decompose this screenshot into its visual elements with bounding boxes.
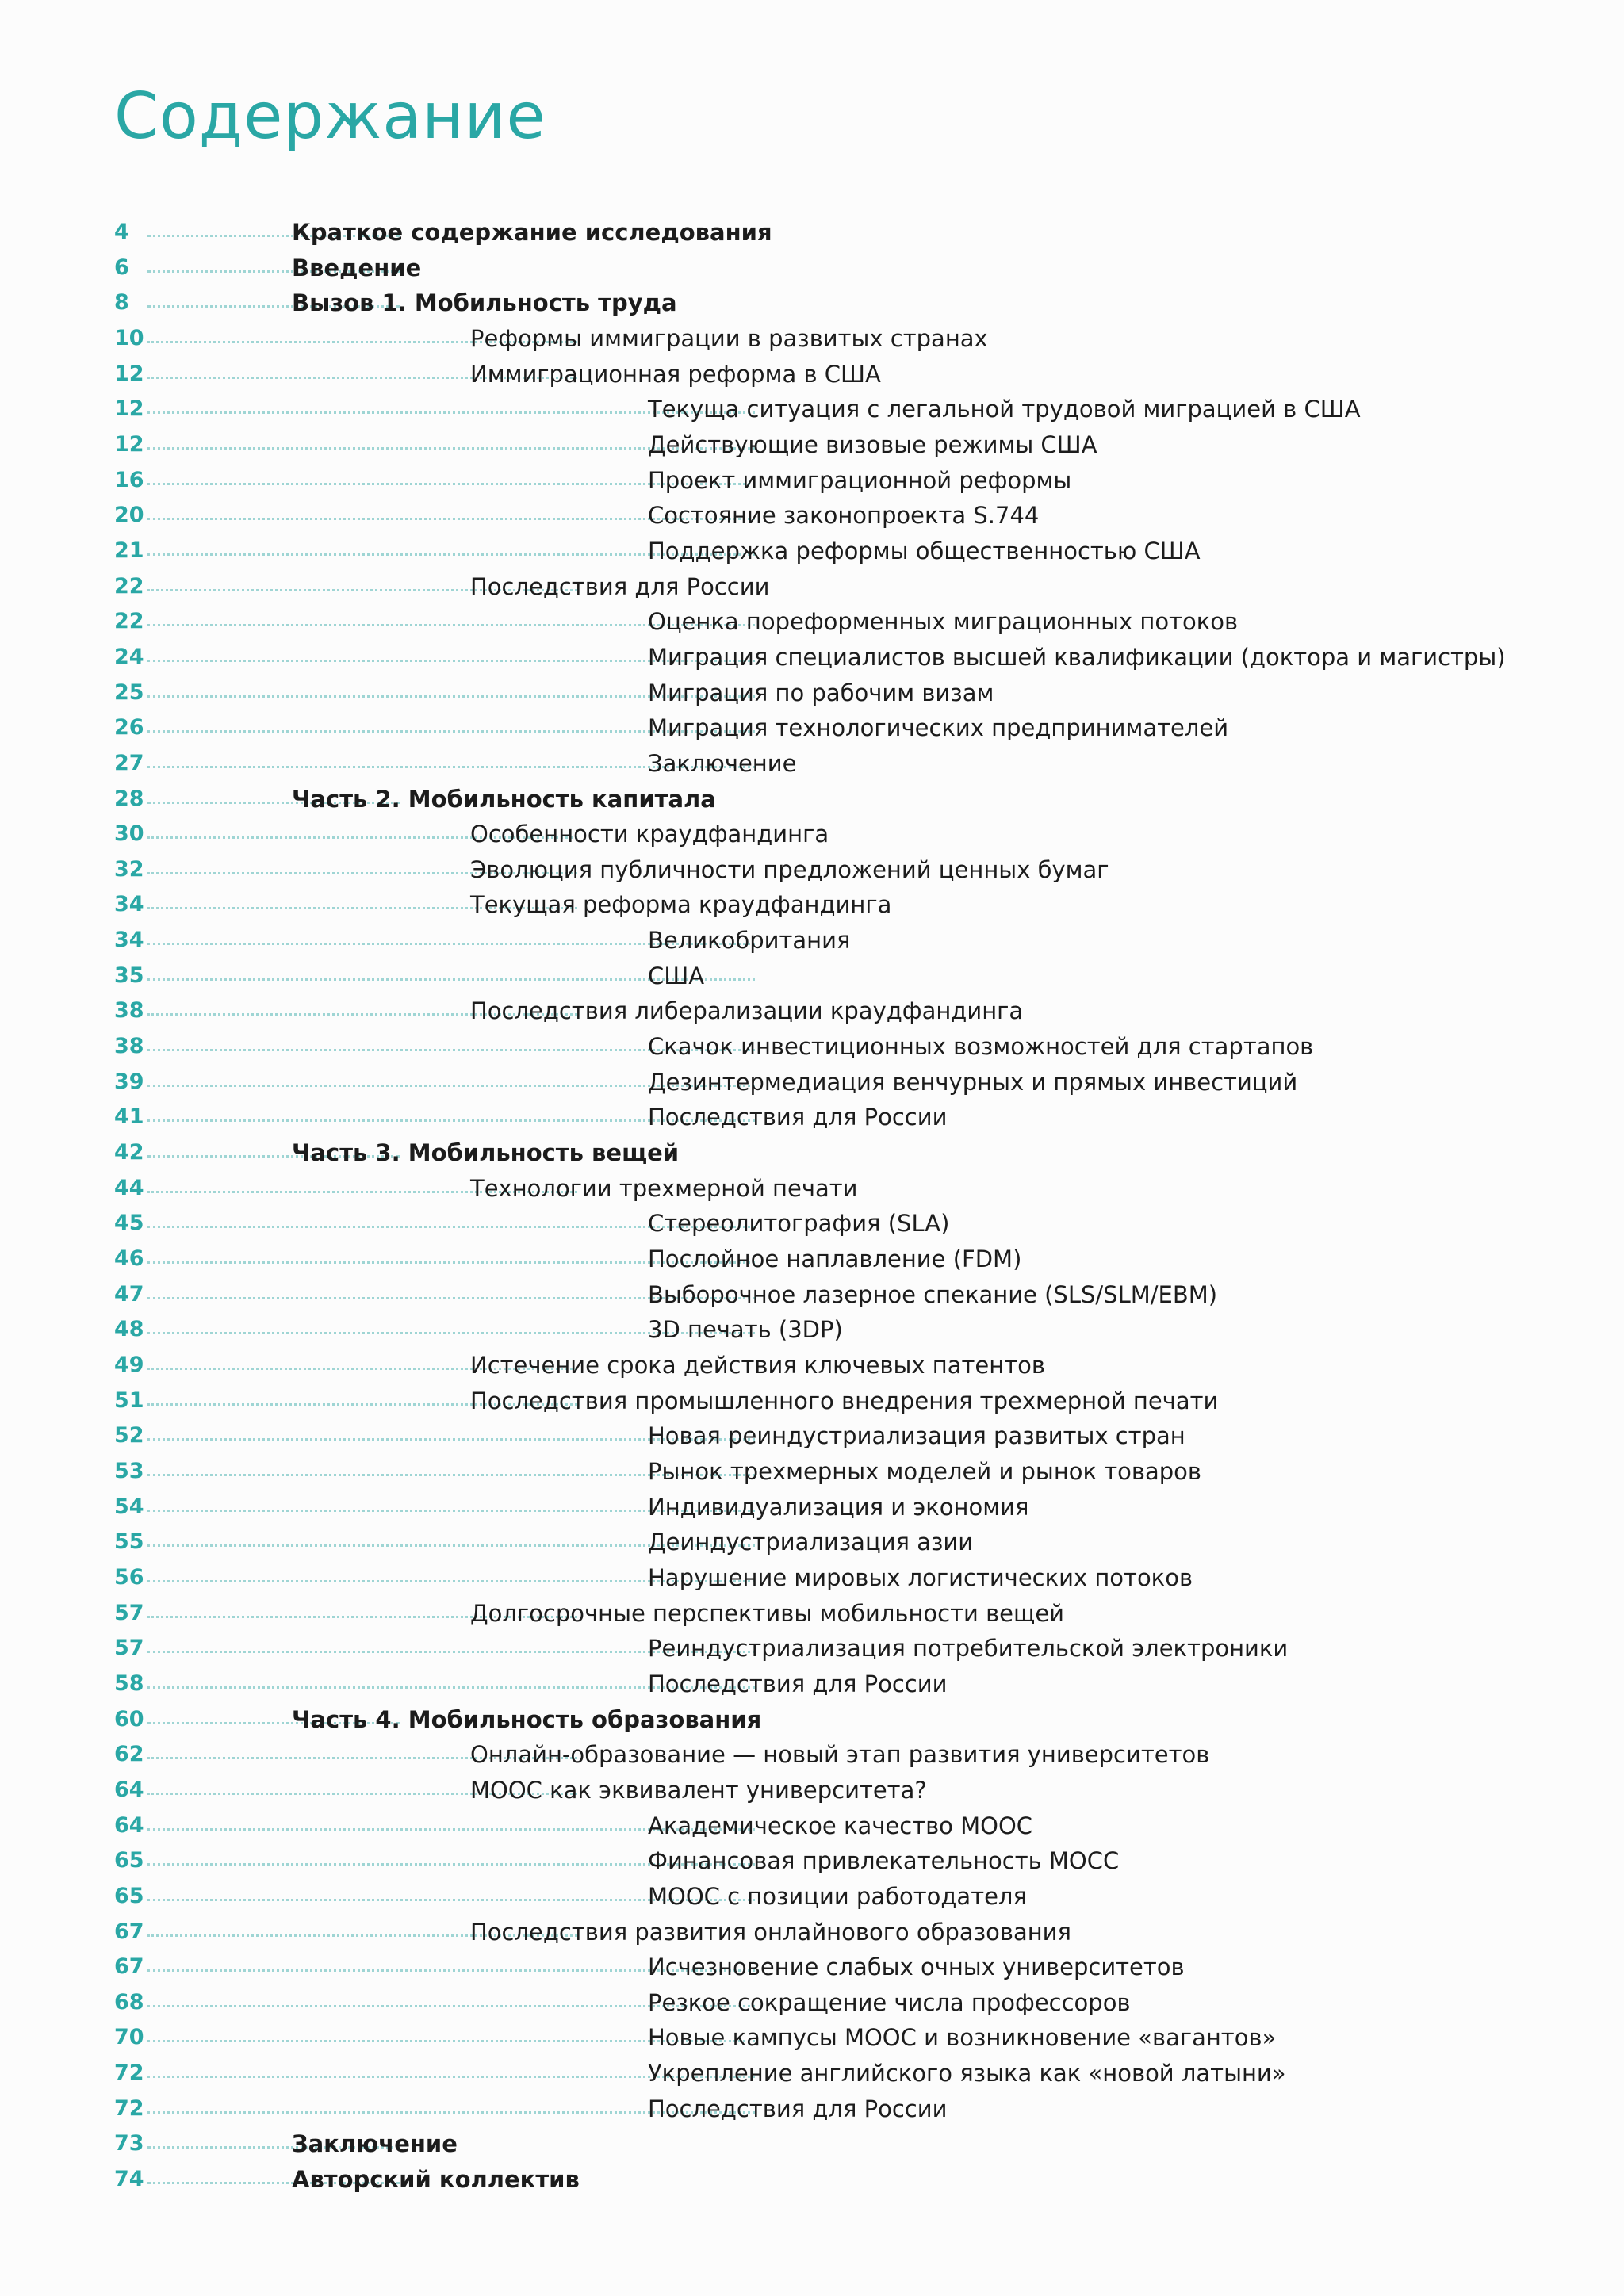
toc-entry[interactable]	[114, 1454, 1597, 1490]
toc-page-number: 67	[114, 1919, 144, 1944]
toc-page-number: 55	[114, 1529, 144, 1555]
toc-entry-title: Авторский коллектив	[292, 2166, 580, 2194]
toc-entry-title: Поддержка реформы общественностью США	[648, 537, 1201, 564]
toc-page-number: 49	[114, 1353, 144, 1377]
toc-entry-title: Великобритания	[648, 927, 851, 955]
toc-page-number: 52	[114, 1423, 144, 1448]
toc-entry-title: Финансовая привлекательность МОСС	[648, 1847, 1120, 1875]
toc-entry[interactable]	[114, 321, 1597, 357]
toc-entry-title: Иммиграционная реформа в США	[470, 360, 881, 388]
toc-entry-title: Скачок инвестиционных возможностей для стартапов	[648, 1033, 1314, 1061]
toc-entry[interactable]	[114, 887, 1597, 923]
toc-entry-title: Реиндустриализация потребительской электроники	[648, 1635, 1289, 1663]
toc-entry[interactable]	[114, 1135, 1597, 1171]
toc-entry[interactable]	[114, 782, 1597, 817]
toc-entry-title: Укрепление английского языка как «новой латыни»	[648, 2060, 1286, 2087]
toc-page-number: 53	[114, 1458, 144, 1483]
toc-page-number: 45	[114, 1211, 144, 1236]
toc-entry[interactable]	[114, 710, 1597, 746]
toc-entry[interactable]	[114, 1773, 1597, 1808]
toc-entry-title: Проект иммиграционной реформы	[648, 466, 1072, 494]
toc-page-number: 27	[114, 750, 144, 775]
toc-entry-title: Состояние законопроекта S.744	[648, 502, 1040, 530]
toc-page-number: 12	[114, 361, 144, 386]
toc-entry[interactable]	[114, 640, 1597, 675]
toc-entry-title: Индивидуализация и экономия	[648, 1493, 1029, 1521]
toc-page-number: 44	[114, 1175, 144, 1200]
toc-page-number: 72	[114, 2095, 144, 2121]
page-title: Содержание	[114, 79, 546, 153]
toc-page-number: 12	[114, 396, 144, 422]
toc-entry-title: Последствия для России	[648, 1670, 948, 1697]
toc-page-number: 72	[114, 2061, 144, 2086]
toc-entry[interactable]	[114, 2091, 1597, 2127]
toc-entry-title: Заключение	[648, 749, 797, 777]
toc-page-number: 74	[114, 2167, 144, 2192]
toc-entry[interactable]	[114, 1065, 1597, 1100]
toc-entry-title: Рынок трехмерных моделей и рынок товаров	[648, 1457, 1201, 1485]
toc-entry-title: Особенности краудфандинга	[470, 821, 829, 848]
toc-page-number: 21	[114, 538, 144, 563]
toc-entry[interactable]	[114, 1879, 1597, 1915]
toc-entry[interactable]	[114, 1171, 1597, 1207]
toc-entry[interactable]	[114, 746, 1597, 782]
toc-entry-title: Текущая реформа краудфандинга	[470, 891, 892, 919]
toc-page-number: 34	[114, 928, 144, 953]
toc-entry[interactable]	[114, 1737, 1597, 1773]
toc-page-number: 47	[114, 1281, 144, 1307]
toc-entry-title: Текуща ситуация с легальной трудовой миграцией в США	[648, 396, 1361, 423]
toc-page-number: 30	[114, 821, 144, 847]
toc-entry[interactable]	[114, 392, 1597, 427]
toc-entry-title: Часть 4. Мобильность образования	[292, 1705, 762, 1733]
toc-entry[interactable]	[114, 1312, 1597, 1348]
toc-page-number: 64	[114, 1777, 144, 1802]
toc-page-number: 64	[114, 1812, 144, 1838]
toc-page-number: 58	[114, 1670, 144, 1696]
toc-page-number: 67	[114, 1954, 144, 1980]
toc-entry-title: Часть 2. Мобильность капитала	[292, 785, 716, 813]
toc-entry[interactable]	[114, 1490, 1597, 1525]
toc-entry[interactable]	[114, 1242, 1597, 1277]
toc-entry-title: МООС как эквивалент университета?	[470, 1776, 927, 1804]
toc-entry-title: Часть 3. Мобильность вещей	[292, 1139, 680, 1167]
toc-page-number: 57	[114, 1600, 144, 1625]
toc-entry-title: Эволюция публичности предложений ценных бумаг	[470, 855, 1109, 883]
table-of-contents	[114, 215, 1597, 2198]
toc-entry-title: Последствия для России	[648, 1104, 948, 1131]
toc-page-number: 16	[114, 467, 144, 492]
toc-entry[interactable]	[114, 852, 1597, 888]
toc-page-number: 39	[114, 1069, 144, 1094]
toc-entry-title: Последствия для России	[470, 572, 770, 600]
toc-page-number: 20	[114, 503, 144, 528]
toc-entry-title: Краткое содержание исследования	[292, 219, 772, 246]
toc-entry[interactable]	[114, 1843, 1597, 1879]
toc-entry[interactable]	[114, 959, 1597, 994]
toc-entry-title: Последствия развития онлайнового образования	[470, 1918, 1071, 1946]
toc-entry[interactable]	[114, 817, 1597, 852]
toc-entry[interactable]	[114, 1383, 1597, 1419]
toc-page-number: 65	[114, 1848, 144, 1873]
toc-page-number: 51	[114, 1387, 144, 1413]
toc-page-number: 22	[114, 573, 144, 599]
toc-entry[interactable]	[114, 1418, 1597, 1454]
toc-entry[interactable]	[114, 463, 1597, 499]
toc-entry[interactable]	[114, 1950, 1597, 1985]
toc-entry[interactable]	[114, 1702, 1597, 1738]
toc-page-number: 6	[114, 254, 129, 280]
toc-entry-title: Миграция специалистов высшей квалификации (доктора и магистры)	[648, 643, 1506, 671]
toc-entry[interactable]	[114, 1029, 1597, 1065]
toc-entry[interactable]	[114, 604, 1597, 640]
toc-page-number: 56	[114, 1564, 144, 1590]
toc-entry[interactable]	[114, 923, 1597, 959]
toc-entry-title: Нарушение мировых логистических потоков	[648, 1563, 1193, 1591]
toc-entry-title: Истечение срока действия ключевых патентов	[470, 1352, 1045, 1379]
toc-page-number: 32	[114, 856, 144, 882]
toc-entry[interactable]	[114, 1277, 1597, 1313]
toc-page-number: 57	[114, 1636, 144, 1661]
toc-entry[interactable]	[114, 534, 1597, 569]
toc-entry-title: Онлайн-образование — новый этап развития университетов	[470, 1741, 1210, 1769]
toc-entry[interactable]	[114, 569, 1597, 605]
toc-entry[interactable]	[114, 993, 1597, 1029]
toc-entry-title: Выборочное лазерное спекание (SLS/SLM/EBM)	[648, 1280, 1218, 1308]
toc-entry-title: Новые кампусы МООС и возникновение «вагантов»	[648, 2024, 1277, 2052]
toc-entry[interactable]	[114, 1560, 1597, 1596]
toc-page-number: 54	[114, 1494, 144, 1519]
toc-page-number: 24	[114, 644, 144, 669]
toc-entry[interactable]	[114, 2020, 1597, 2056]
toc-page-number: 4	[114, 220, 129, 244]
toc-entry[interactable]	[114, 1100, 1597, 1135]
toc-entry-title: Введение	[292, 254, 422, 281]
toc-entry-title: Технологии трехмерной печати	[470, 1174, 858, 1202]
toc-page-number: 26	[114, 715, 144, 740]
toc-entry[interactable]	[114, 357, 1597, 392]
toc-entry[interactable]	[114, 1206, 1597, 1242]
toc-page-number: 41	[114, 1104, 144, 1130]
toc-entry-title: Миграция по рабочим визам	[648, 679, 994, 706]
toc-entry-title: Стереолитография (SLA)	[648, 1210, 950, 1238]
toc-page-number: 42	[114, 1140, 144, 1165]
toc-entry[interactable]	[114, 427, 1597, 463]
toc-page-number: 10	[114, 325, 144, 350]
toc-entry-title: США	[648, 962, 705, 989]
toc-entry[interactable]	[114, 675, 1597, 711]
toc-page-number: 48	[114, 1317, 144, 1342]
toc-page-number: 73	[114, 2131, 144, 2156]
toc-page-number: 35	[114, 962, 144, 988]
toc-page-number: 46	[114, 1246, 144, 1272]
toc-entry[interactable]	[114, 2056, 1597, 2091]
toc-entry-title: Деиндустриализация азии	[648, 1529, 974, 1556]
toc-entry[interactable]	[114, 1808, 1597, 1844]
toc-page-number: 12	[114, 431, 144, 457]
toc-page-number: 22	[114, 609, 144, 634]
toc-entry[interactable]	[114, 1631, 1597, 1667]
toc-entry-title: Последствия промышленного внедрения трехмерной печати	[470, 1387, 1219, 1414]
toc-entry[interactable]	[114, 1915, 1597, 1950]
toc-entry-title: Действующие визовые режимы США	[648, 430, 1097, 458]
toc-entry-title: Резкое сокращение числа профессоров	[648, 1988, 1131, 2016]
toc-entry-title: Заключение	[292, 2130, 458, 2158]
toc-entry-title: Долгосрочные перспективы мобильности вещей	[470, 1599, 1065, 1627]
toc-page-number: 62	[114, 1742, 144, 1767]
toc-entry-title: 3D печать (3DP)	[648, 1316, 843, 1344]
toc-page-number: 8	[114, 290, 129, 316]
toc-entry-title: Оценка пореформенных миграционных потоков	[648, 608, 1239, 636]
toc-page-number: 38	[114, 1034, 144, 1059]
toc-entry[interactable]	[114, 215, 1597, 251]
toc-entry-title: Последствия для России	[648, 2095, 948, 2122]
toc-entry-title: Реформы иммиграции в развитых странах	[470, 324, 988, 352]
toc-entry-title: Академическое качество МООС	[648, 1812, 1033, 1839]
toc-page-number: 34	[114, 892, 144, 917]
toc-entry[interactable]	[114, 1596, 1597, 1632]
toc-page-number: 70	[114, 2025, 144, 2050]
toc-entry[interactable]	[114, 2126, 1597, 2162]
toc-entry[interactable]	[114, 251, 1597, 286]
toc-page-number: 65	[114, 1883, 144, 1908]
toc-entry-title: Дезинтермедиация венчурных и прямых инвестиций	[648, 1068, 1298, 1096]
toc-entry-title: Вызов 1. Мобильность труда	[292, 289, 677, 317]
toc-entry[interactable]	[114, 1667, 1597, 1702]
toc-page-number: 68	[114, 1989, 144, 2015]
toc-entry-title: Послойное наплавление (FDM)	[648, 1246, 1022, 1273]
toc-entry-title: МООС с позиции работодателя	[648, 1882, 1027, 1910]
toc-entry[interactable]	[114, 498, 1597, 534]
toc-page-number: 25	[114, 679, 144, 705]
toc-entry[interactable]	[114, 1348, 1597, 1383]
toc-entry[interactable]	[114, 1985, 1597, 2021]
toc-page-number: 38	[114, 998, 144, 1024]
toc-entry-title: Последствия либерализации краудфандинга	[470, 997, 1024, 1025]
toc-entry[interactable]	[114, 285, 1597, 321]
toc-entry-title: Исчезновение слабых очных университетов	[648, 1954, 1185, 1981]
toc-entry-title: Миграция технологических предпринимателей	[648, 714, 1229, 742]
toc-page-number: 60	[114, 1706, 144, 1732]
toc-entry[interactable]	[114, 2162, 1597, 2198]
toc-entry[interactable]	[114, 1525, 1597, 1560]
toc-entry-title: Новая реиндустриализация развитых стран	[648, 1422, 1185, 1450]
toc-page-number: 28	[114, 786, 144, 811]
